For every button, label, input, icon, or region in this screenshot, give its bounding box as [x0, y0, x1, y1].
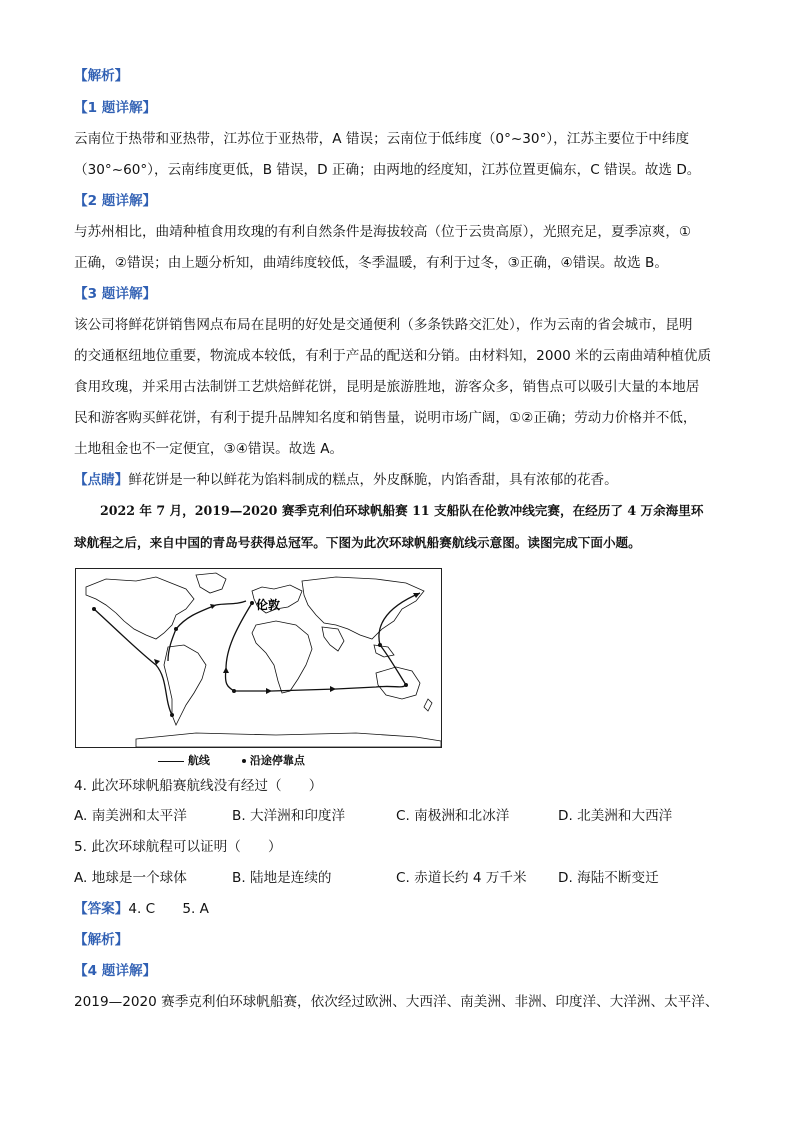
- london-label: 伦敦: [256, 598, 281, 612]
- answer-heading: 【答案】: [74, 901, 129, 917]
- legend-stop: [242, 752, 305, 768]
- tip-text: 鲜花饼是一种以鲜花为馅料制成的糕点，外皮酥脆，内馅香甜，具有浓郁的花香。: [128, 472, 618, 488]
- q3-text-line-5: 土地租金也不一定便宜，③④错误。故选 A。: [74, 441, 344, 457]
- q4-option-b: B. 大洋洲和印度洋: [232, 808, 346, 824]
- legend-stop-icon: [242, 759, 246, 763]
- q3-text-line-1: 该公司将鲜花饼销售网点布局在昆明的好处是交通便利（多条铁路交汇处），作为云南的省会城市，昆明: [74, 317, 693, 333]
- analysis-heading: 【解析】: [74, 68, 129, 84]
- q1-detail-heading: 【1 题详解】: [74, 100, 157, 116]
- q4-option-d: D. 北美洲和大西洋: [558, 808, 673, 824]
- q4-stem: 4. 此次环球帆船赛航线没有经过（ ）: [74, 778, 323, 794]
- q5-option-d: D. 海陆不断变迁: [558, 870, 659, 886]
- analysis-heading-2: 【解析】: [74, 932, 129, 948]
- q2-detail-heading: 【2 题详解】: [74, 193, 157, 209]
- q5-stem: 5. 此次环球航程可以证明（ ）: [74, 839, 282, 855]
- tip-line: [74, 470, 618, 490]
- q3-detail-heading: 【3 题详解】: [74, 286, 157, 302]
- q3-text-line-2: 的交通枢纽地位重要，物流成本较低，有利于产品的配送和分销。由材料知，2000 米的云南曲靖种植优质: [74, 348, 712, 364]
- q3-text-line-3: 食用玫瑰，并采用古法制饼工艺烘焙鲜花饼，昆明是旅游胜地，游客众多，销售点可以吸引大量的本地居: [74, 379, 700, 395]
- q1-text-line-1: 云南位于热带和亚热带，江苏位于亚热带，A 错误；云南位于低纬度（0°~30°），江苏主要位于中纬度: [74, 131, 690, 147]
- tip-heading: 【点睛】: [74, 472, 129, 488]
- q5-option-c: C. 赤道长约 4 万千米: [396, 870, 527, 886]
- q3-text-line-4: 民和游客购买鲜花饼，有利于提升品牌知名度和销售量，说明市场广阔，①②正确；劳动力价格并不低，: [74, 410, 697, 426]
- q5-option-a: A. 地球是一个球体: [74, 870, 187, 886]
- material-line-1: 2022 年 7 月，2019—2020 赛季克利伯环球帆船赛 11 支船队在伦敦冲线完赛，在经历了 4 万余海里环: [100, 503, 704, 518]
- q5-option-b: B. 陆地是连续的: [232, 870, 332, 886]
- q2-text-line-2: 正确，②错误；由上题分析知，曲靖纬度较低，冬季温暖，有利于过冬，③正确，④错误。故选 B。: [74, 255, 668, 271]
- q4-option-c: C. 南极洲和北冰洋: [396, 808, 510, 824]
- legend-route: [158, 752, 210, 768]
- legend-stop-label: 沿途停靠点: [249, 754, 305, 767]
- legend-route-label: 航线: [187, 754, 210, 767]
- q4-detail-heading: 【4 题详解】: [74, 963, 157, 979]
- material-line-2: 球航程之后，来自中国的青岛号获得总冠军。下图为此次环球帆船赛航线示意图。读图完成下面小题。: [74, 535, 641, 550]
- q2-text-line-1: 与苏州相比，曲靖种植食用玫瑰的有利自然条件是海拔较高（位于云贵高原），光照充足，夏季凉爽，①: [74, 224, 692, 240]
- route-map-figure: [76, 569, 441, 747]
- route-map: [75, 568, 442, 748]
- q4-option-a: A. 南美洲和太平洋: [74, 808, 187, 824]
- q1-text-line-2: （30°~60°），云南纬度更低，B 错误，D 正确；由两地的经度知，江苏位置更偏东，C 错误。故选 D。: [74, 162, 701, 178]
- answer-line: [74, 899, 209, 919]
- q4-text-line-1: 2019—2020 赛季克利伯环球帆船赛，依次经过欧洲、大西洋、南美洲、非洲、印度洋、大洋洲、太平洋、: [74, 994, 719, 1010]
- legend-route-icon: [158, 761, 184, 762]
- answer-text: 4. C 5. A: [128, 901, 209, 917]
